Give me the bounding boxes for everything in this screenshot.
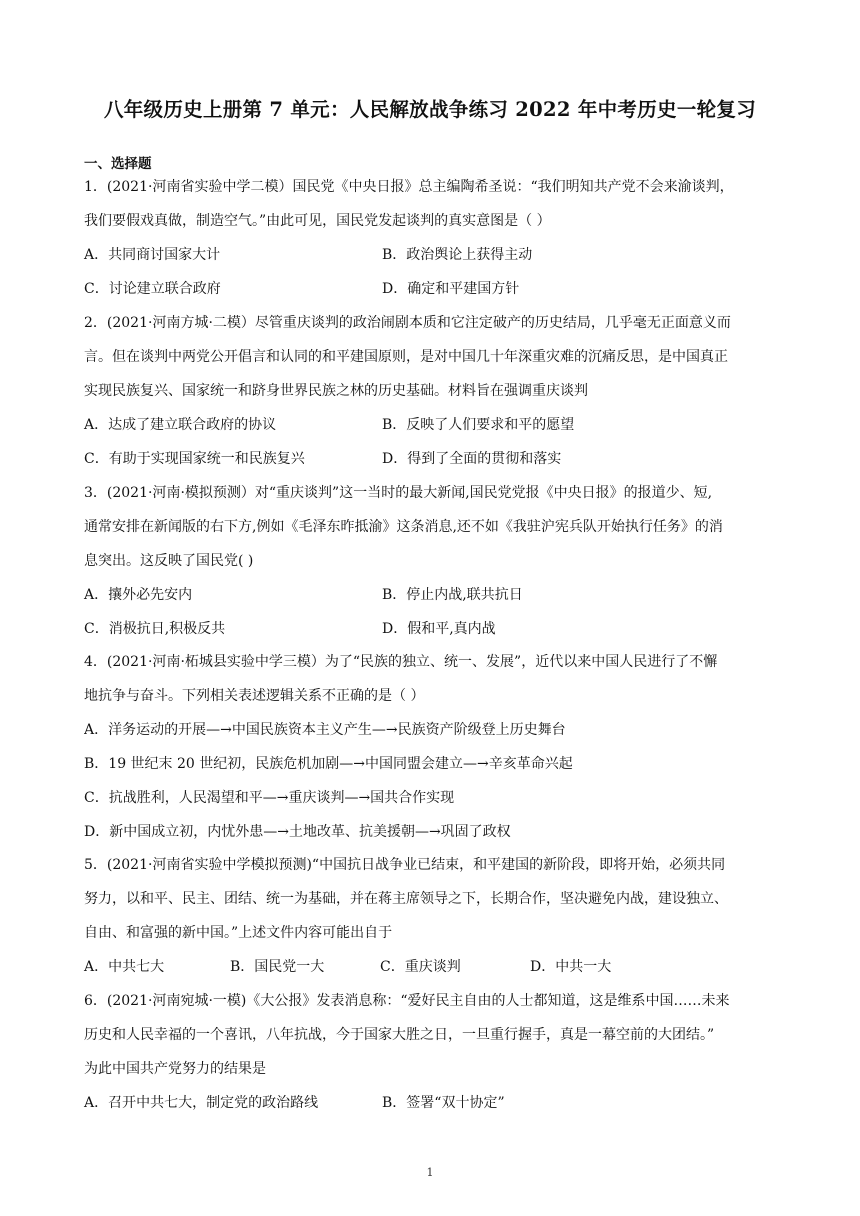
option-d[interactable]: D．确定和平建国方针 — [382, 281, 520, 297]
option-b[interactable]: B．19 世纪末 20 世纪初，民族危机加剧—→中国同盟会建立—→辛亥革命兴起 — [84, 756, 573, 772]
option-d[interactable]: D．新中国成立初，内忧外患—→土地改革、抗美援朝—→巩固了政权 — [84, 824, 511, 840]
option-a[interactable]: A．洋务运动的开展—→中国民族资本主义产生—→民族资产阶级登上历史舞台 — [84, 722, 566, 738]
option-a[interactable]: A．攘外必先安内 — [84, 587, 193, 603]
question-1 — [84, 170, 784, 306]
option-row — [84, 1086, 784, 1120]
option-a[interactable]: A．中共七大 — [84, 959, 165, 975]
question-text-line: 3．(2021·河南·模拟预测）对“重庆谈判”这一当时的最大新闻,国民党党报《中央日报》的报道少、短, — [84, 485, 713, 501]
question-text-line: 言。但在谈判中两党公开倡言和认同的和平建国原则，是对中国几十年深重灾难的沉痛反思，是中国真正 — [84, 349, 728, 365]
question-text-line: 我们要假戏真做，制造空气。”由此可见，国民党发起谈判的真实意图是（ ） — [84, 213, 551, 229]
question-text-line: 6．(2021·河南宛城·一模)《大公报》发表消息称：“爱好民主自由的人士都知道，这是维系中国……未来 — [84, 993, 730, 1009]
option-b[interactable]: B．停止内战,联共抗日 — [382, 587, 523, 603]
option-row — [84, 442, 784, 476]
option-b[interactable]: B．国民党一大 — [230, 959, 325, 975]
option-a[interactable]: A．共同商讨国家大计 — [84, 247, 221, 263]
question-6 — [84, 984, 784, 1120]
question-text-line: 实现民族复兴、国家统一和跻身世界民族之林的历史基础。材料旨在强调重庆谈判 — [84, 383, 588, 399]
question-3 — [84, 476, 784, 646]
question-text-line: 息突出。这反映了国民党( ) — [84, 553, 254, 569]
option-row — [84, 408, 784, 442]
option-row — [84, 578, 784, 612]
section-heading: 一、选择题 — [84, 156, 152, 172]
question-text-line: 4．(2021·河南·柘城县实验中学三模）为了“民族的独立、统一、发展”，近代以来中国人民进行了不懈 — [84, 654, 718, 670]
question-2 — [84, 306, 784, 476]
option-d[interactable]: D．中共一大 — [530, 959, 612, 975]
question-text-line: 5．(2021·河南省实验中学模拟预测)“中国抗日战争业已结束，和平建国的新阶段，即将开始，必须共同 — [84, 857, 726, 873]
document-title: 八年级历史上册第 7 单元：人民解放战争练习 2022 年中考历史一轮复习 — [103, 98, 757, 121]
question-5 — [84, 848, 784, 984]
option-a[interactable]: A．达成了建立联合政府的协议 — [84, 417, 277, 433]
question-text-line: 1．(2021·河南省实验中学二模）国民党《中央日报》总主编陶希圣说：“我们明知共产党不会来渝谈判， — [84, 179, 734, 195]
option-row — [84, 950, 784, 984]
question-text-line: 通常安排在新闻版的右下方,例如《毛泽东昨抵渝》这条消息,还不如《我驻沪宪兵队开始执行任务》的消 — [84, 519, 723, 535]
option-c[interactable]: C．抗战胜利，人民渴望和平—→重庆谈判—→国共合作实现 — [84, 790, 455, 806]
question-text-line: 自由、和富强的新中国。”上述文件内容可能出自于 — [84, 925, 393, 941]
option-b[interactable]: B．签署“双十协定” — [382, 1095, 505, 1111]
question-text-line: 地抗争与奋斗。下列相关表述逻辑关系不正确的是（ ） — [84, 688, 425, 704]
option-d[interactable]: D．得到了全面的贯彻和落实 — [382, 451, 562, 467]
question-4 — [84, 645, 784, 849]
option-b[interactable]: B．反映了人们要求和平的愿望 — [382, 417, 575, 433]
option-row — [84, 238, 784, 272]
question-text-line: 历史和人民幸福的一个喜讯，八年抗战，今于国家大胜之日，一旦重行握手，真是一幕空前的大团结。” — [84, 1027, 715, 1043]
option-c[interactable]: C．重庆谈判 — [380, 959, 461, 975]
option-c[interactable]: C．有助于实现国家统一和民族复兴 — [84, 451, 305, 467]
option-row — [84, 612, 784, 646]
option-c[interactable]: C．讨论建立联合政府 — [84, 281, 221, 297]
option-b[interactable]: B．政治舆论上获得主动 — [382, 247, 533, 263]
question-text-line: 努力，以和平、民主、团结、统一为基础，并在蒋主席领导之下，长期合作，坚决避免内战，建设独立、 — [84, 891, 728, 907]
option-d[interactable]: D．假和平,真内战 — [382, 621, 496, 637]
page-number: 1 — [426, 1166, 434, 1179]
option-row — [84, 272, 784, 306]
option-a[interactable]: A．召开中共七大，制定党的政治路线 — [84, 1095, 319, 1111]
question-text-line: 为此中国共产党努力的结果是 — [84, 1061, 266, 1077]
option-c[interactable]: C．消极抗日,积极反共 — [84, 621, 226, 637]
question-text-line: 2．(2021·河南方城·二模）尽管重庆谈判的政治闹剧本质和它注定破产的历史结局，几乎毫无正面意义而 — [84, 315, 731, 331]
